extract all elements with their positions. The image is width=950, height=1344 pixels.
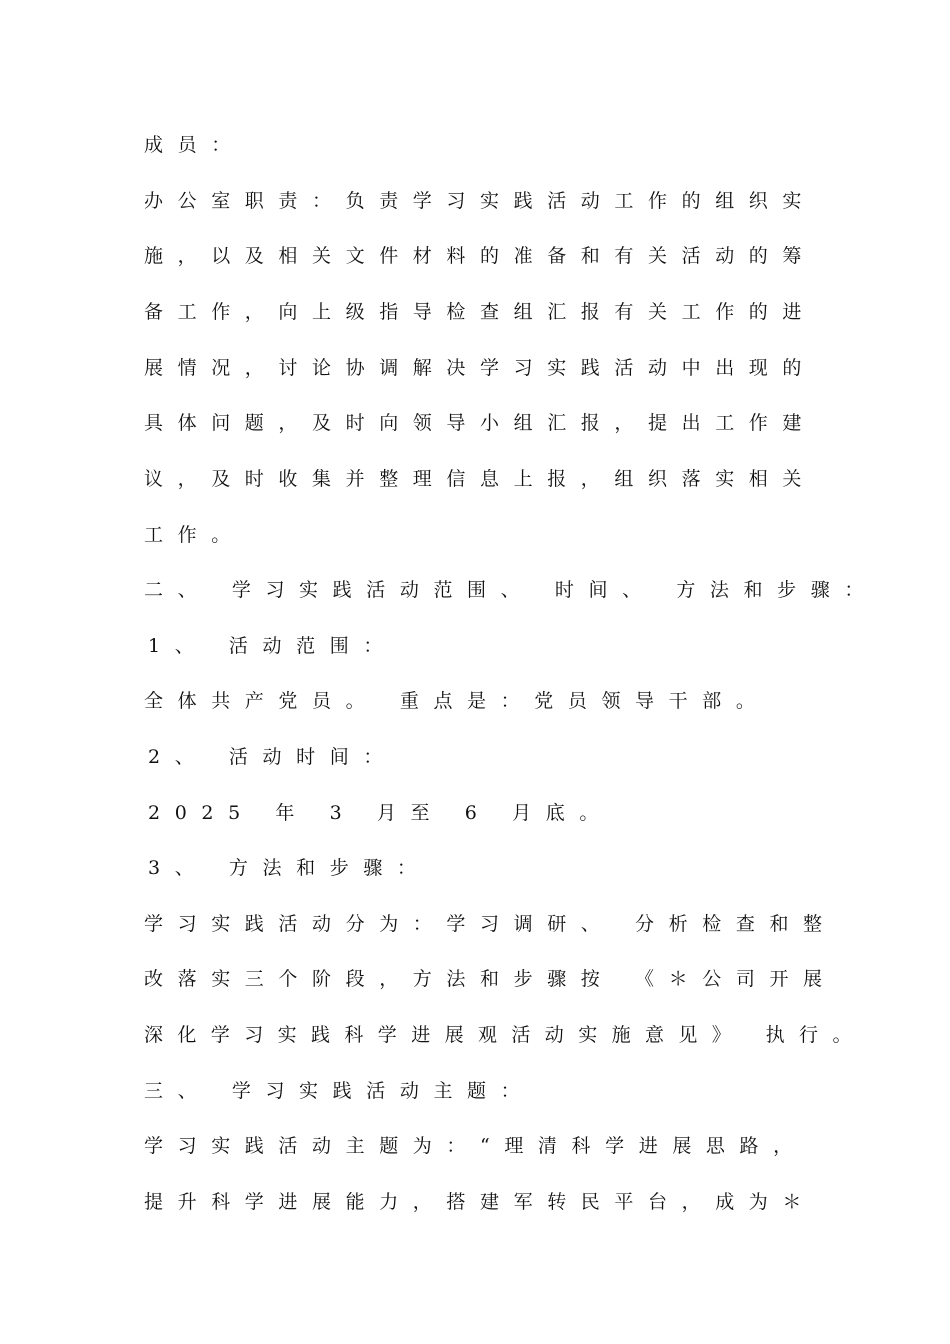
- text-line: 全体共产党员。 重点是：党员领导干部。: [144, 690, 770, 712]
- text-line: 学习实践活动主题为：“理清科学进展思路，: [144, 1135, 807, 1157]
- text-line: 具体问题，及时向领导小组汇报，提出工作建: [144, 412, 817, 434]
- text-line: 工作。: [144, 524, 245, 546]
- text-line: 施，以及相关文件材料的准备和有关活动的筹: [144, 245, 817, 267]
- subsection-heading: 1、 活动范围：: [148, 635, 397, 657]
- subsection-heading: 2、 活动时间：: [148, 746, 397, 768]
- text-line: 成员：: [144, 134, 245, 156]
- text-line: 2025 年 3 月至 6 月底。: [148, 802, 613, 824]
- section-heading: 三、 学习实践活动主题：: [144, 1080, 535, 1102]
- text-line: 改落实三个阶段，方法和步骤按 《＊公司开展: [144, 968, 837, 990]
- section-heading: 二、 学习实践活动范围、 时间、 方法和步骤：: [144, 579, 878, 601]
- text-line: 办公室职责：负责学习实践活动工作的组织实: [144, 190, 817, 212]
- text-line: 备工作，向上级指导检查组汇报有关工作的进: [144, 301, 817, 323]
- text-line: 学习实践活动分为：学习调研、 分析检查和整: [144, 913, 837, 935]
- text-line: 议，及时收集并整理信息上报，组织落实相关: [144, 468, 817, 490]
- text-line: 深化学习实践科学进展观活动实施意见》 执行。: [144, 1024, 866, 1046]
- text-line: 提升科学进展能力，搭建军转民平台，成为＊: [144, 1191, 817, 1213]
- text-line: 展情况，讨论协调解决学习实践活动中出现的: [144, 357, 817, 379]
- subsection-heading: 3、 方法和步骤：: [148, 857, 431, 879]
